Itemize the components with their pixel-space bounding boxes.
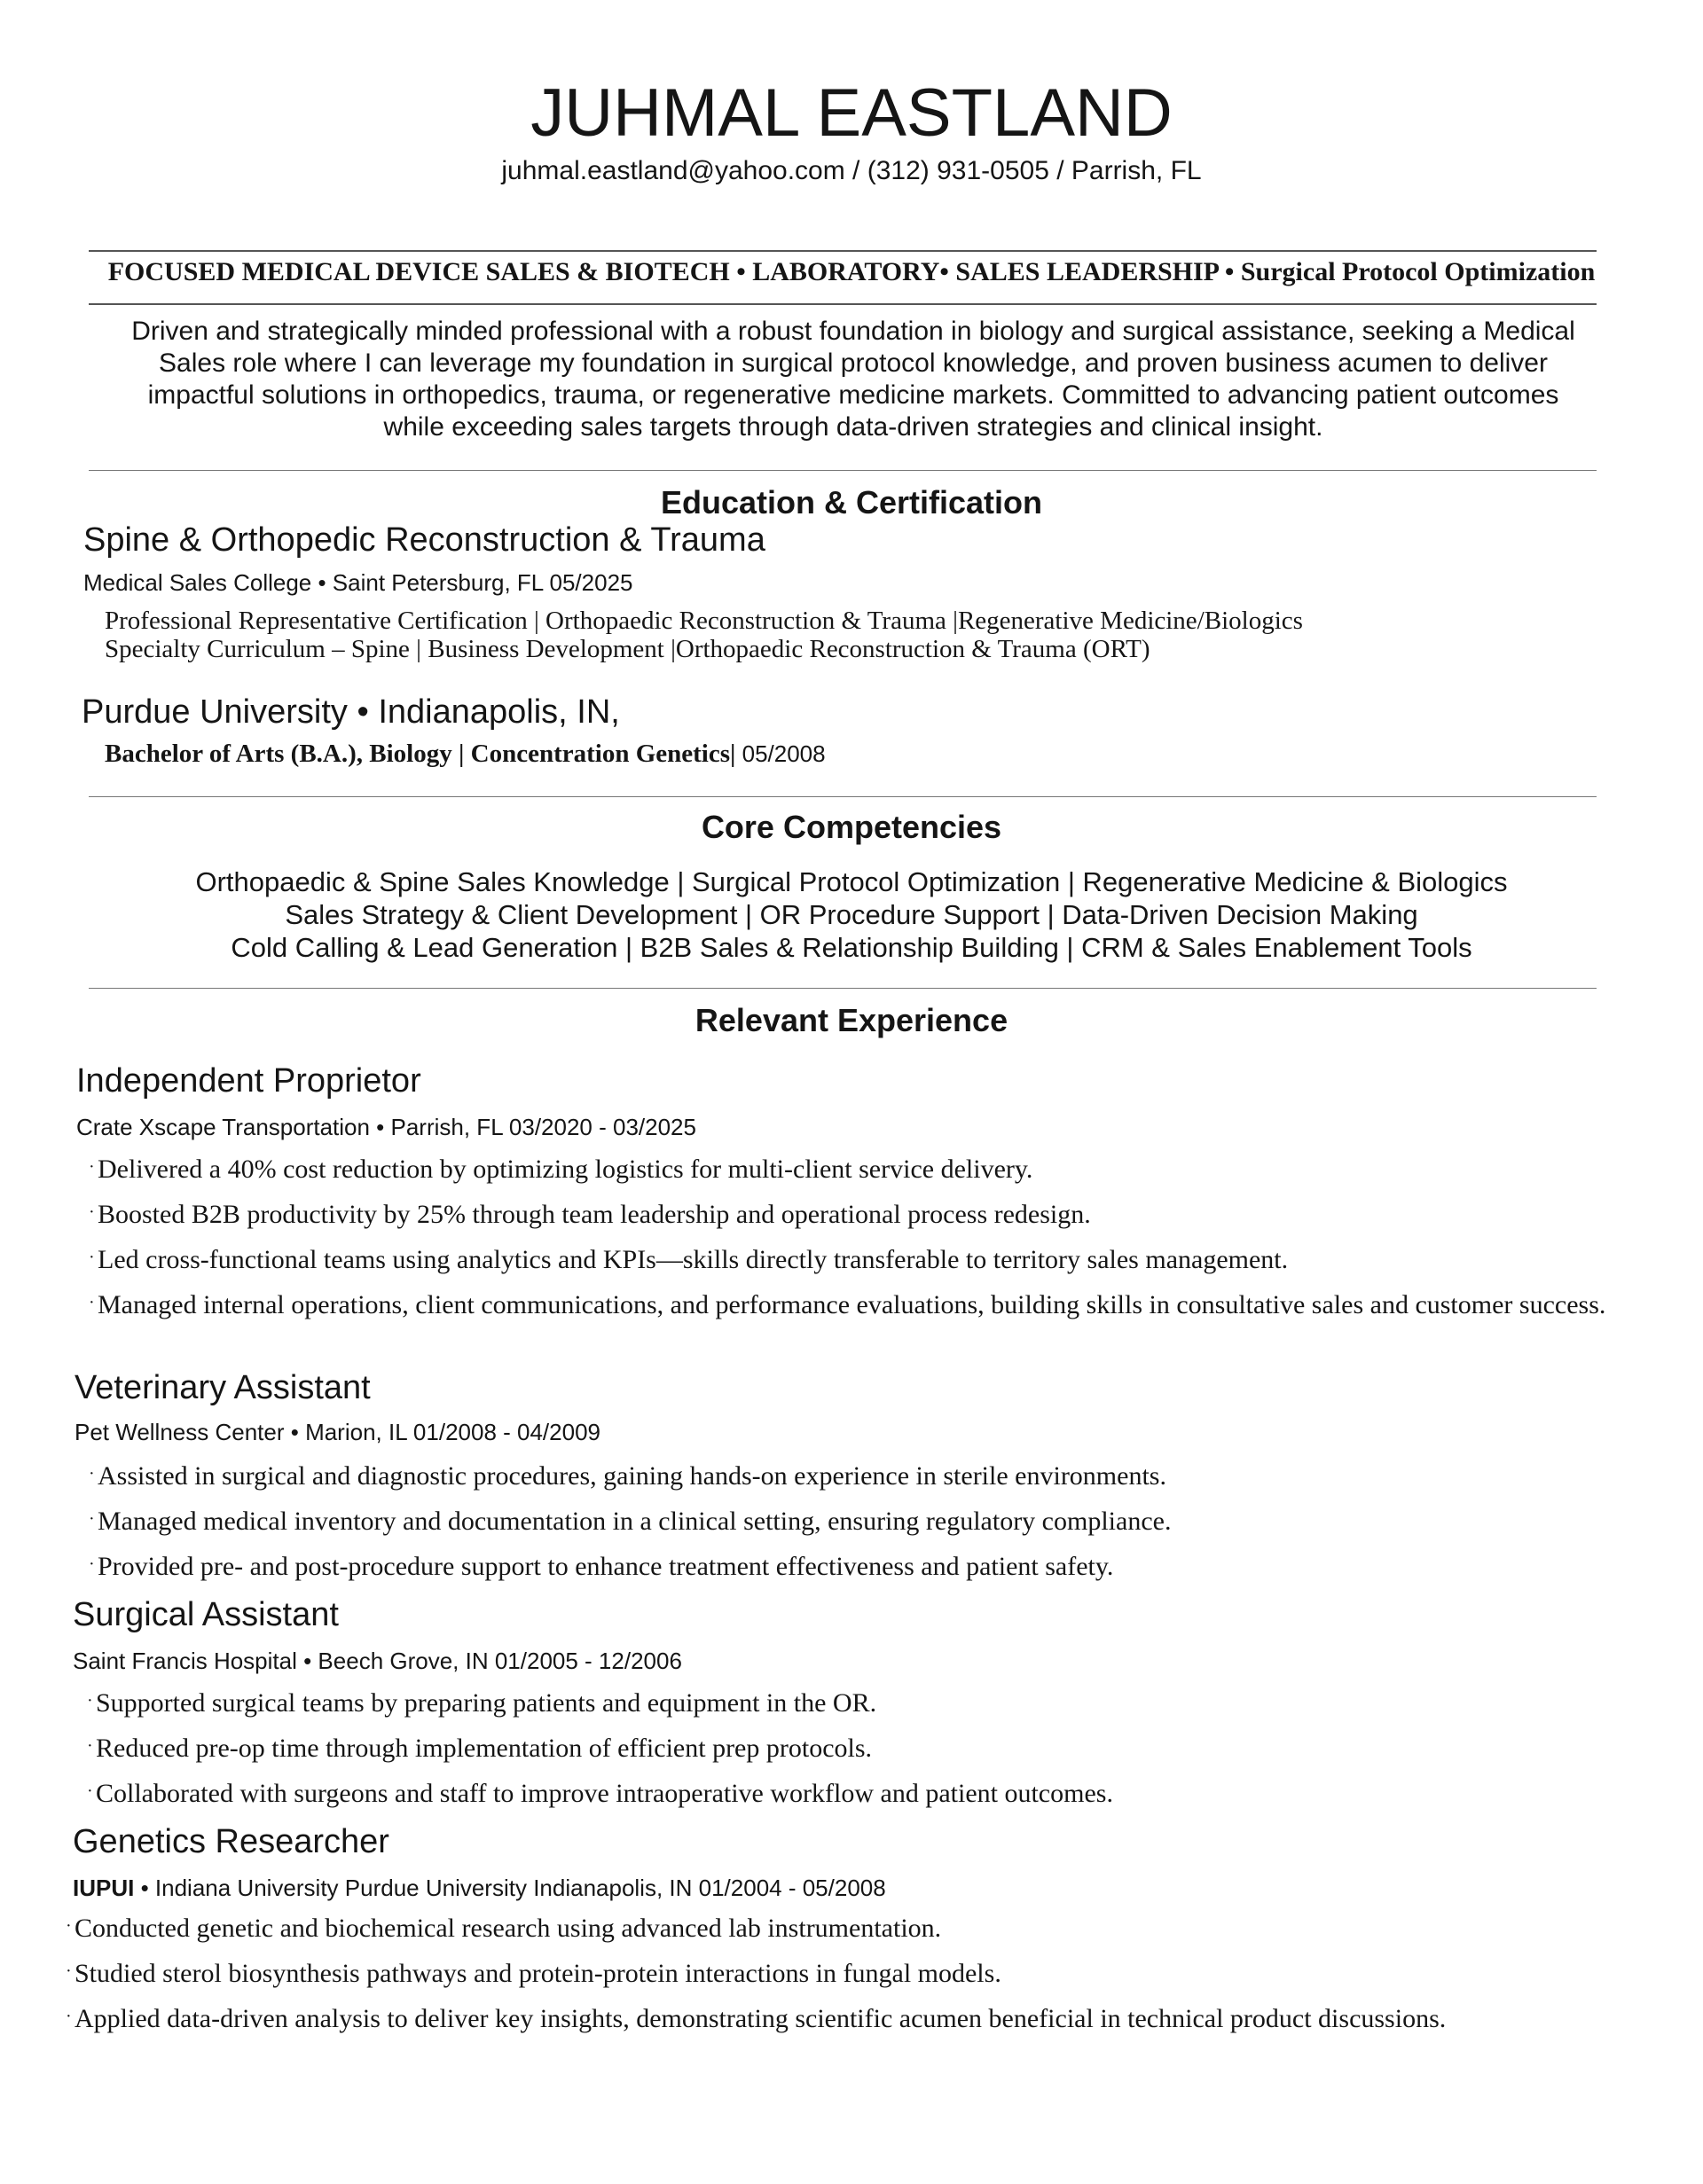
bullet-item: · Led cross-functional teams using analytics and KPIs—skills directly transferable to territory sales management. [89,1236,1614,1281]
bullet-item: · Assisted in surgical and diagnostic procedures, gaining hands-on experience in sterile environments. [89,1452,1614,1498]
summary [82,316,1625,443]
education-detail-line: Specialty Curriculum – Spine | Business Development |Orthopaedic Reconstruction & Trauma (ORT) [105,635,1150,663]
education-subheading: Medical Sales College • Saint Petersburg, FL 05/2025 [83,569,633,596]
summary-line: Sales role where I can leverage my foundation in surgical protocol knowledge, and proven business acumen to deliver [159,348,1548,378]
bullet-marker: · [87,1781,93,1801]
job-bullets [66,1905,1503,2035]
job-organization: Crate Xscape Transportation • Parrish, FL 03/2020 - 03/2025 [76,1114,696,1140]
job-title: Surgical Assistant [73,1596,339,1633]
bullet-marker: · [89,1464,95,1483]
summary-line: Driven and strategically minded professional with a robust foundation in biology and surgical assistance, seeking a Medical [131,317,1575,346]
job-bullets [89,1452,1614,1588]
competency-line: Cold Calling & Lead Generation | B2B Sales & Relationship Building | CRM & Sales Enablement Tools [231,932,1472,963]
section-title-education: Education & Certification [660,484,1043,521]
job-title: Genetics Researcher [73,1823,389,1860]
degree-date: 05/2008 [735,740,826,767]
section-title-competencies: Core Competencies [701,809,1002,845]
job-title: Veterinary Assistant [75,1369,371,1406]
bullet-marker: · [87,1736,93,1756]
job-title: Independent Proprietor [76,1062,421,1100]
competencies-list [0,865,1703,964]
job-organization: Saint Francis Hospital • Beech Grove, IN 01/2005 - 12/2006 [73,1648,682,1674]
bullet-item: · Delivered a 40% cost reduction by optimizing logistics for multi-client service delivery. [89,1146,1614,1191]
competency-line: Sales Strategy & Client Development | OR Procedure Support | Data-Driven Decision Making [285,899,1418,930]
bullet-marker: · [89,1202,95,1222]
degree-line [105,740,826,769]
bullet-marker: · [66,2007,72,2026]
job-organization: Pet Wellness Center • Marion, IL 01/2008 - 04/2009 [75,1419,600,1445]
bullet-item: · Reduced pre-op time through implementation of efficient prep protocols. [87,1725,1613,1770]
degree: Bachelor of Arts (B.A.), Biology | Concentration Genetics| [105,740,736,768]
education-heading: Spine & Orthopedic Reconstruction & Trauma [83,521,765,559]
candidate-name: JUHMAL EASTLAND [530,75,1173,151]
job-bullets [87,1679,1613,1815]
bullet-item: · Managed internal operations, client communications, and performance evaluations, building skills in consultative sales and customer success. [89,1287,1614,1321]
bullet-item: · Studied sterol biosynthesis pathways and protein-protein interactions in fungal models. [66,1950,1503,1995]
bullet-marker: · [89,1509,95,1529]
divider [89,796,1597,797]
divider [89,250,1597,252]
divider [89,988,1597,989]
bullet-marker: · [66,1916,72,1936]
bullet-item: · Provided pre- and post-procedure support to enhance treatment effectiveness and patient safety. [89,1543,1614,1588]
education-details [105,607,1303,663]
divider [89,470,1597,471]
job-bullets [89,1146,1614,1321]
bullet-item: · Supported surgical teams by preparing patients and equipment in the OR. [87,1679,1613,1725]
bullet-marker: · [89,1157,95,1177]
bullet-item: · Applied data-driven analysis to deliver key insights, demonstrating scientific acumen beneficial in technical product discussions. [66,2000,1503,2035]
divider [89,303,1597,305]
education-detail-line: Professional Representative Certification | Orthopaedic Reconstruction & Trauma |Regenerative Medicine/Biologics [105,607,1303,635]
bullet-item: · Managed medical inventory and documentation in a clinical setting, ensuring regulatory compliance. [89,1498,1614,1543]
competency-line: Orthopaedic & Spine Sales Knowledge | Surgical Protocol Optimization | Regenerative Medicine & Biologics [195,866,1508,897]
bullet-item: · Boosted B2B productivity by 25% through team leadership and operational process redesign. [89,1191,1614,1236]
contact-line: juhmal.eastland@yahoo.com / (312) 931-0505 / Parrish, FL [501,156,1202,185]
bullet-item: · Collaborated with surgeons and staff to improve intraoperative workflow and patient outcomes. [87,1770,1613,1815]
bullet-marker: · [89,1248,95,1267]
org-abbreviation: IUPUI [73,1875,135,1901]
section-title-experience: Relevant Experience [695,1002,1008,1038]
summary-line: impactful solutions in orthopedics, trauma, or regenerative medicine markets. Committed to advancing patient outcomes [147,380,1559,410]
bullet-marker: · [66,1961,72,1981]
job-organization: IUPUI • Indiana University Purdue University Indianapolis, IN 01/2004 - 05/2008 [73,1875,886,1901]
bullet-marker: · [89,1293,95,1312]
tagline: FOCUSED MEDICAL DEVICE SALES & BIOTECH • LABORATORY• SALES LEADERSHIP • Surgical Protocol Optimization [107,257,1596,286]
bullet-marker: · [89,1554,95,1574]
summary-line: while exceeding sales targets through data-driven strategies and clinical insight. [383,412,1323,442]
bullet-item: · Conducted genetic and biochemical research using advanced lab instrumentation. [66,1905,1503,1950]
bullet-marker: · [87,1691,93,1710]
education-heading: Purdue University • Indianapolis, IN, [82,693,620,731]
